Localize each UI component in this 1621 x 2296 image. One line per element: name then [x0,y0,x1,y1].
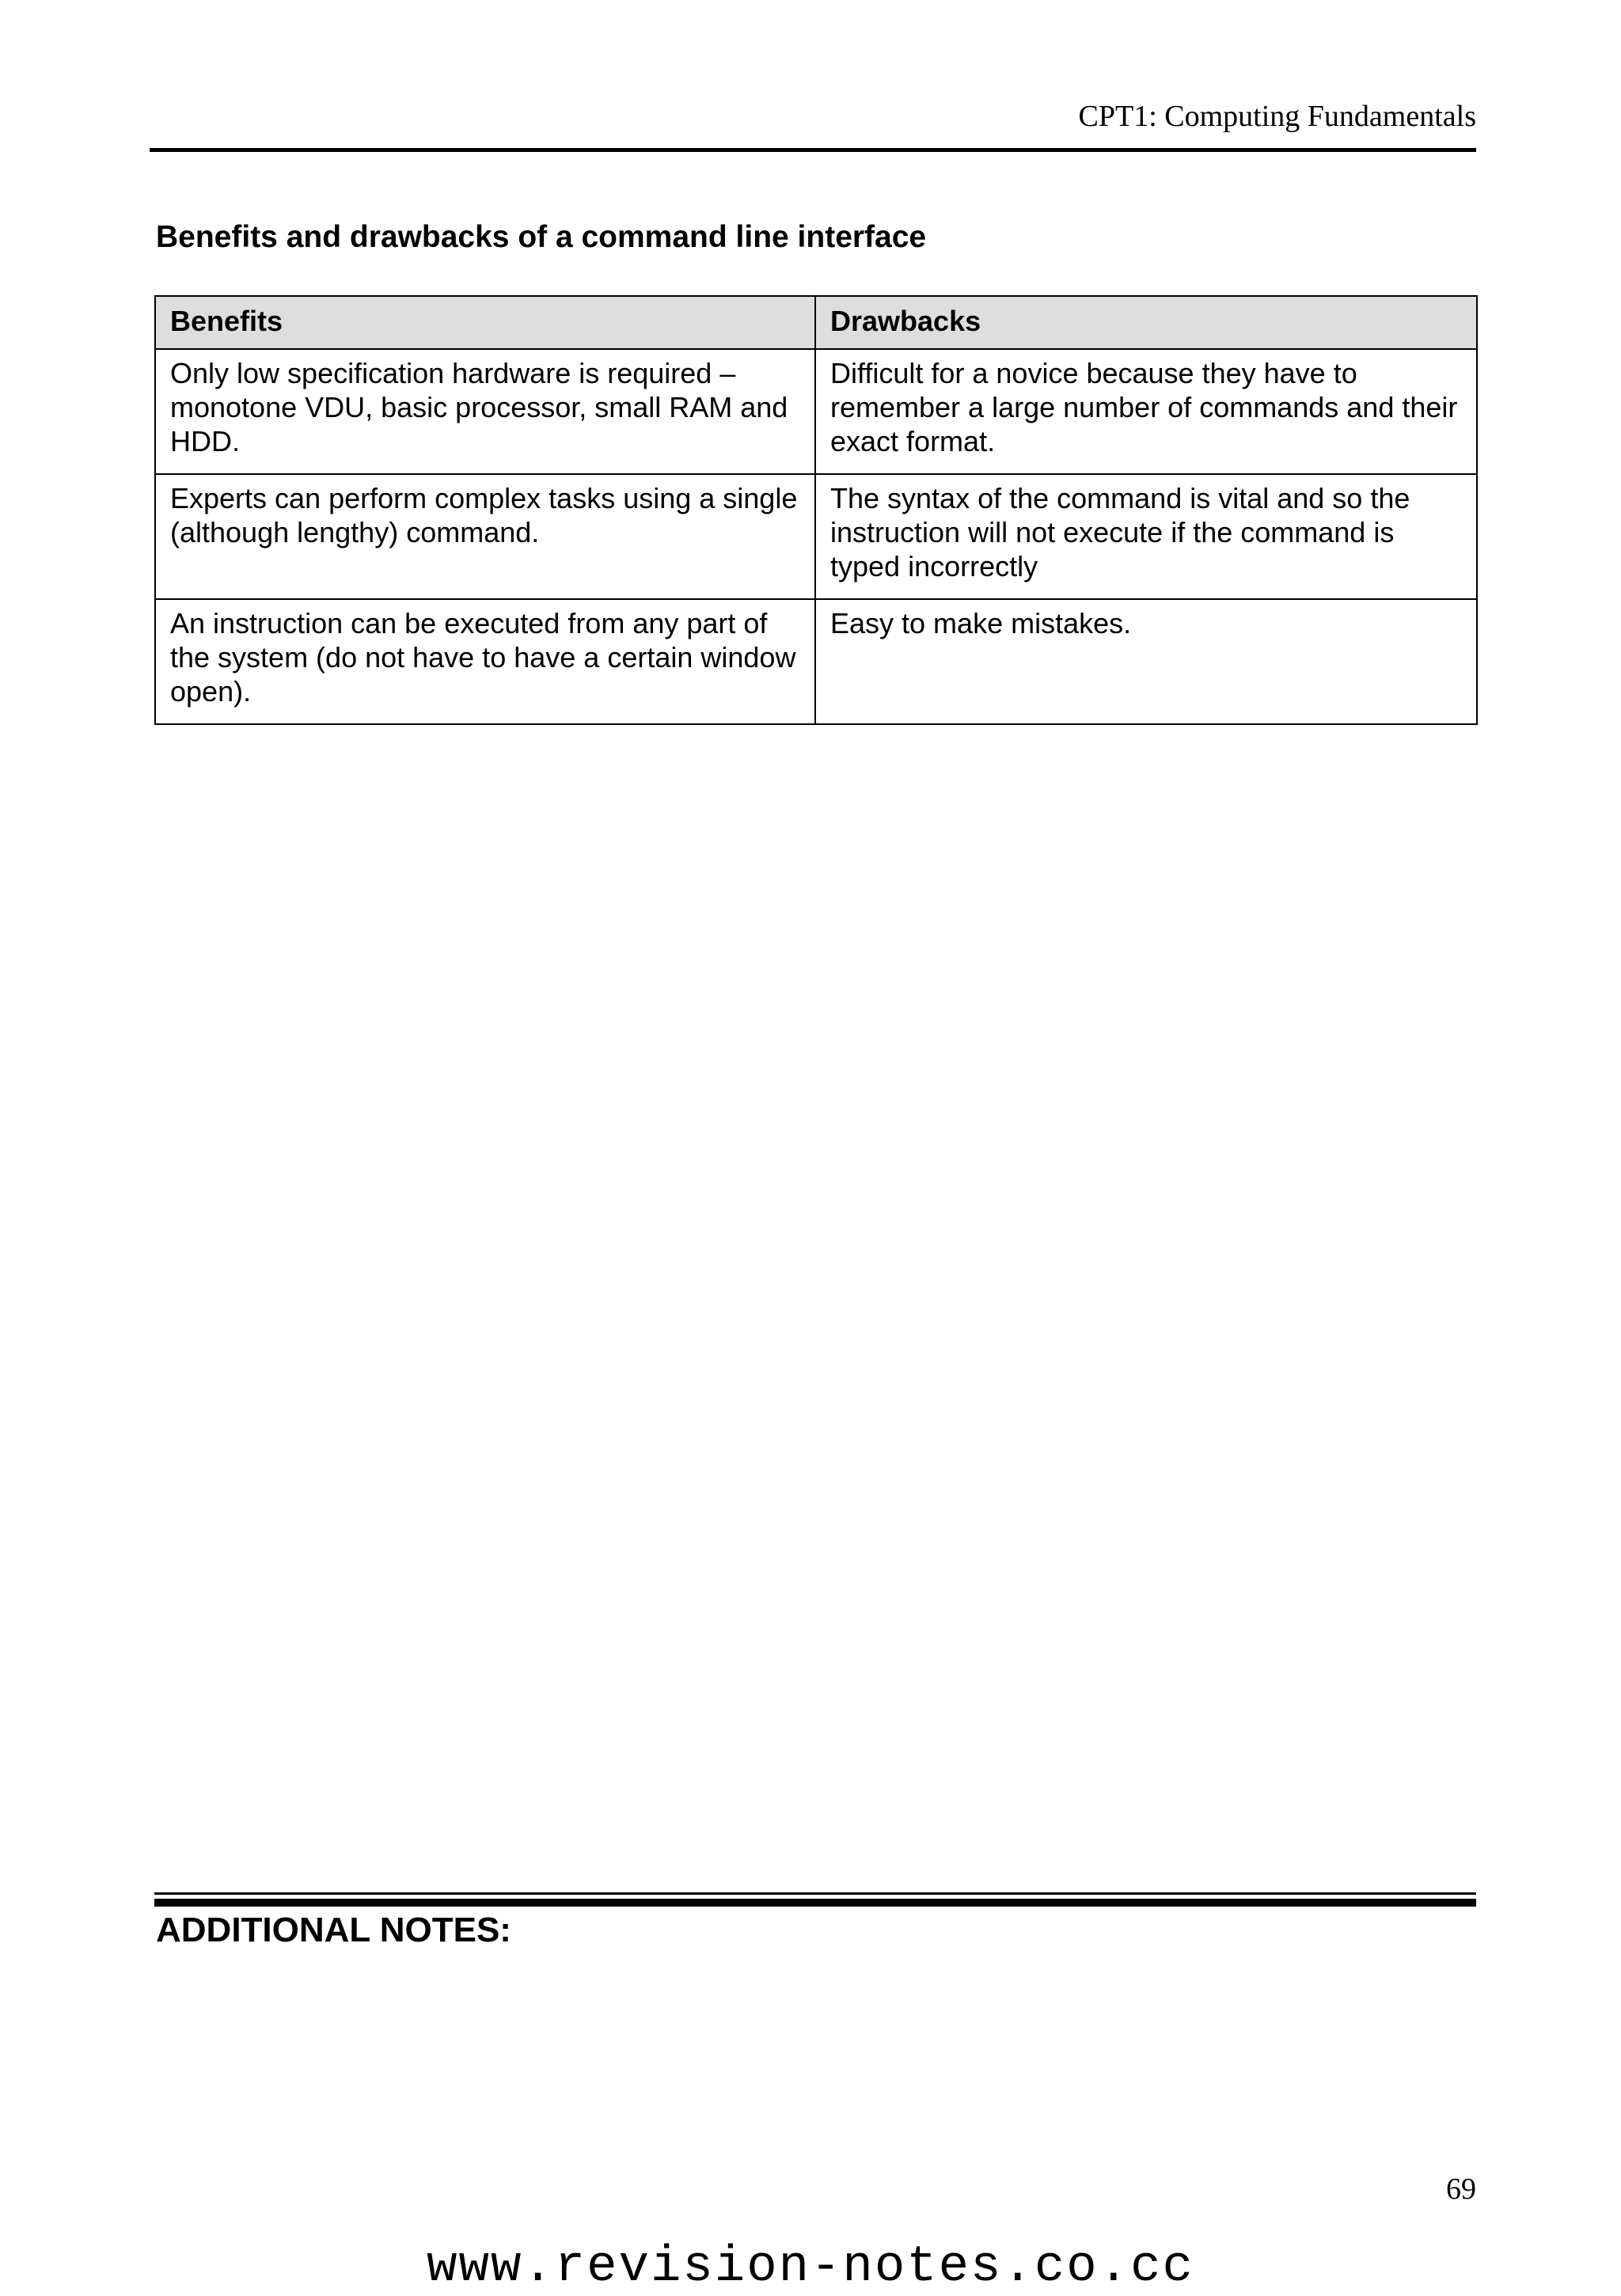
benefit-cell: Only low specification hardware is required – monotone VDU, basic processor, small RAM and HDD. [155,349,815,474]
header-rule [150,148,1476,152]
benefit-cell: An instruction can be executed from any part of the system (do not have to have a certain window open). [155,599,815,724]
footer-url: www.revision-notes.co.cc [427,2239,1194,2296]
notes-divider-thin [154,1892,1476,1895]
benefits-drawbacks-table [154,295,1478,725]
table-row [155,349,1477,474]
table-row [155,599,1477,724]
drawback-cell: Easy to make mistakes. [815,599,1477,724]
table-header-row [155,296,1477,349]
table-row [155,474,1477,599]
running-header: CPT1: Computing Fundamentals [1078,100,1476,133]
drawback-cell: The syntax of the command is vital and so the instruction will not execute if the command is typed incorrectly [815,474,1477,599]
additional-notes-heading: ADDITIONAL NOTES: [156,1911,511,1949]
column-header-benefits: Benefits [155,296,815,349]
column-header-drawbacks: Drawbacks [815,296,1477,349]
drawback-cell: Difficult for a novice because they have to remember a large number of commands and their exact format. [815,349,1477,474]
page-number: 69 [1446,2173,1476,2206]
section-title: Benefits and drawbacks of a command line interface [156,220,927,254]
benefit-cell: Experts can perform complex tasks using a single (although lengthy) command. [155,474,815,599]
